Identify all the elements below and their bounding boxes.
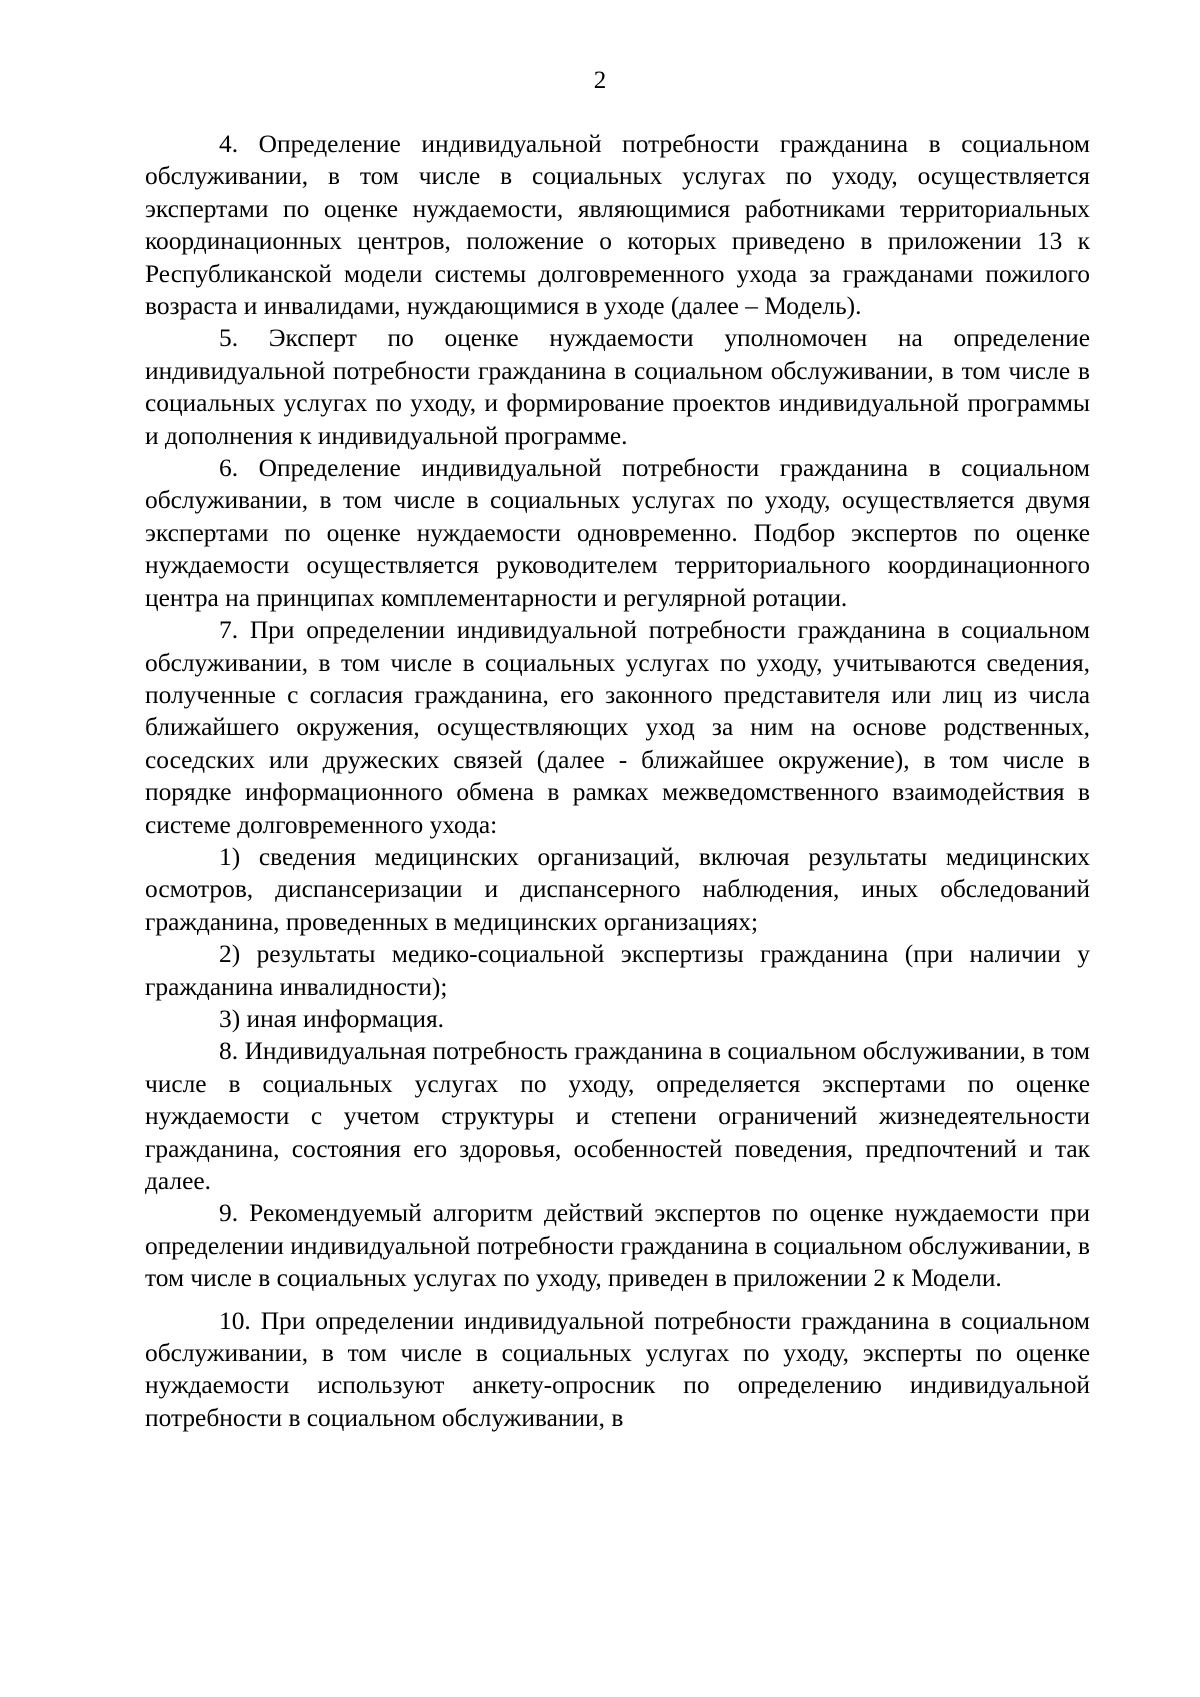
paragraph-9: 9. Рекомендуемый алгоритм действий экспертов по оценке нуждаемости при определении индивидуальной потребности гражданина в социальном обслуживании, в том числе в социальных услугах по уходу, приведен в приложении 2 к Модели. [145, 1199, 1090, 1293]
paragraph-10: 10. При определении индивидуальной потребности гражданина в социальном обслуживании, в том числе в социальных услугах по уходу, эксперты по оценке нуждаемости используют анкету-опросник по определению индивидуальной потребности в социальном обслуживании, в [145, 1306, 1090, 1432]
paragraph-5: 5. Эксперт по оценке нуждаемости уполномочен на определение индивидуальной потребности гражданина в социальном обслуживании, в том числе в социальных услугах по уходу, и формирование проектов индивидуальной программы и дополнения к индивидуальной программе. [145, 324, 1090, 450]
page-number: 2 [593, 67, 607, 94]
list-item-3: 3) иная информация. [219, 1004, 444, 1033]
document-body [145, 128, 1090, 1434]
paragraph-8: 8. Индивидуальная потребность гражданина в социальном обслуживании, в том числе в социальных услугах по уходу, определяется экспертами по оценке нуждаемости с учетом структуры и степени ограничений жизнедеятельности гражданина, состояния его здоровья, особенностей поведения, предпочтений и так далее. [145, 1037, 1090, 1195]
list-item-1: 1) сведения медицинских организаций, включая результаты медицинских осмотров, диспансеризации и диспансерного наблюдения, иных обследований гражданина, проведенных в медицинских организациях; [145, 842, 1090, 936]
paragraph-4: 4. Определение индивидуальной потребности гражданина в социальном обслуживании, в том числе в социальных услугах по уходу, осуществляется экспертами по оценке нуждаемости, являющимися работниками территориальных координационных центров, положение о которых приведено в приложении 13 к Республиканской модели системы долговременного ухода за гражданами пожилого возраста и инвалидами, нуждающимися в уходе (далее – Модель). [145, 130, 1090, 321]
list-item-2: 2) результаты медико-социальной экспертизы гражданина (при наличии у гражданина инвалидности); [145, 940, 1090, 1001]
paragraph-6: 6. Определение индивидуальной потребности гражданина в социальном обслуживании, в том числе в социальных услугах по уходу, осуществляется двумя экспертами по оценке нуждаемости одновременно. Подбор экспертов по оценке нуждаемости осуществляется руководителем территориального координационного центра на принципах комплементарности и регулярной ротации. [145, 454, 1090, 612]
paragraph-7: 7. При определении индивидуальной потребности гражданина в социальном обслуживании, в том числе в социальных услугах по уходу, учитываются сведения, полученные с согласия гражданина, его законного представителя или лиц из числа ближайшего окружения, осуществляющих уход за ним на основе родственных, соседских или дружеских связей (далее - ближайшее окружение), в том числе в порядке информационного обмена в рамках межведомственного взаимодействия в системе долговременного ухода: [145, 616, 1090, 839]
